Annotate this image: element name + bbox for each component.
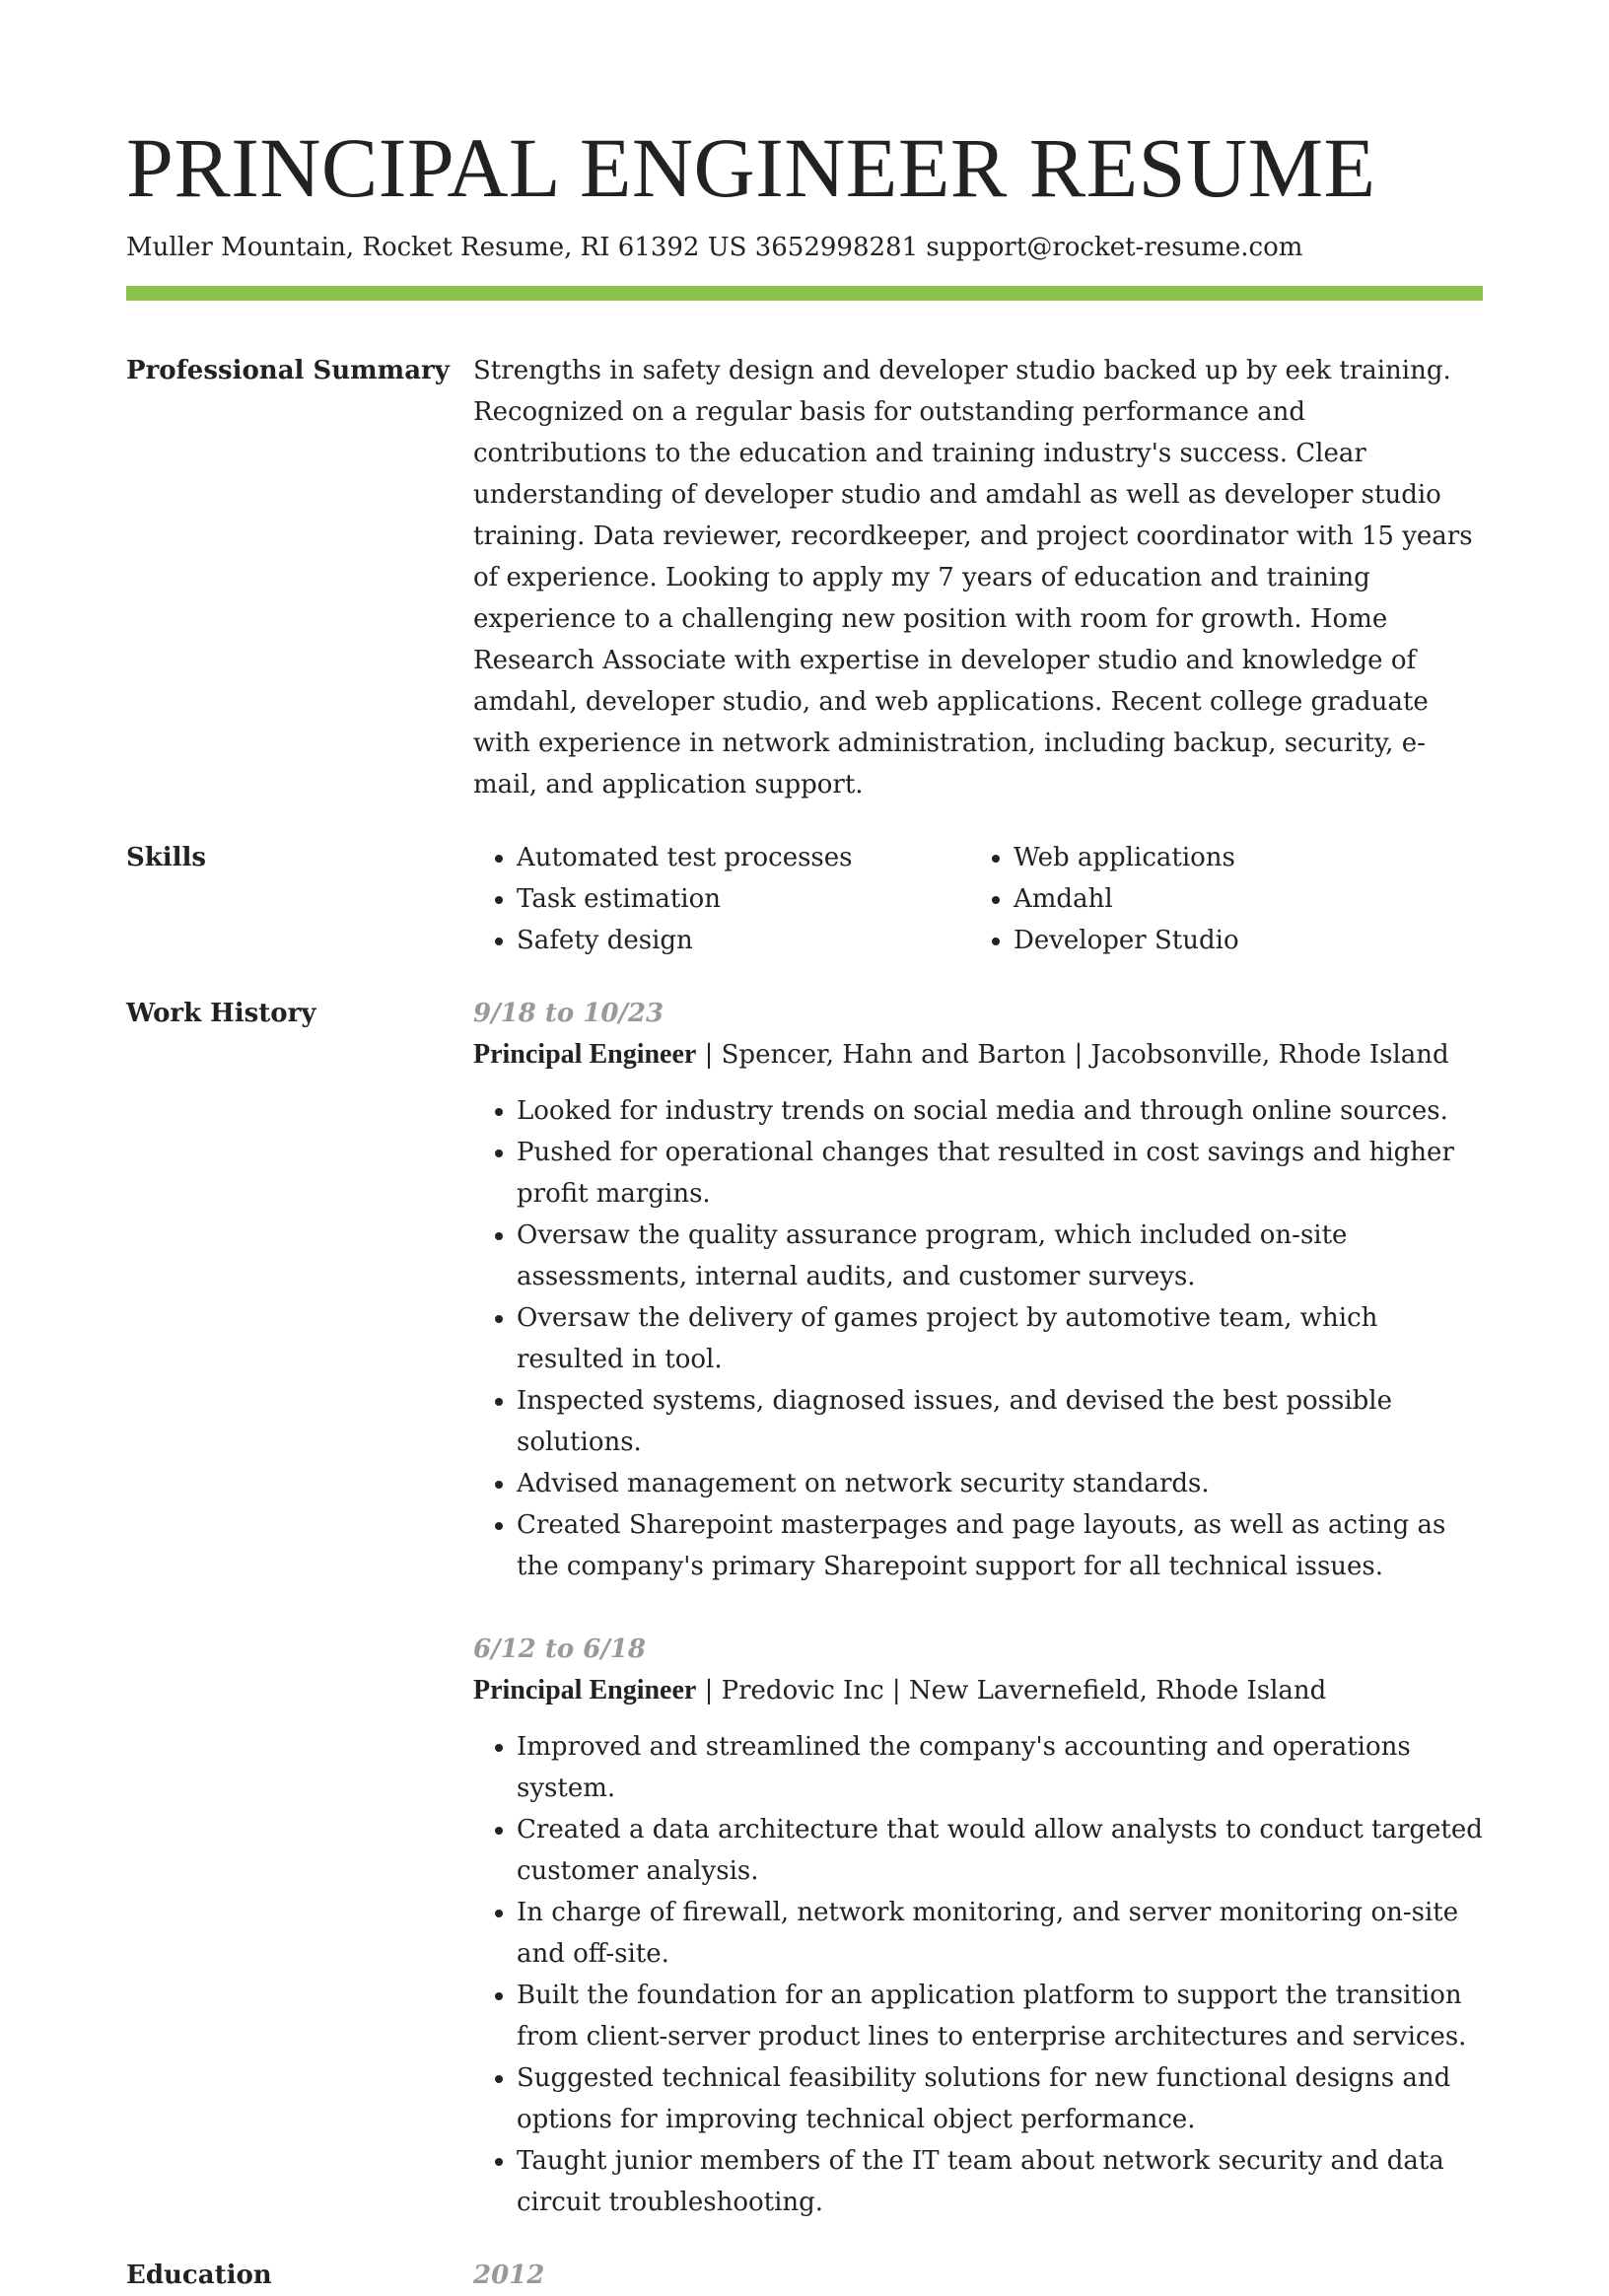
skill-item: • Task estimation [517,878,970,920]
resume-page [126,116,1483,2296]
skills-column-2 [970,837,1467,961]
education-content [473,2255,1483,2296]
skill-item: • Amdahl [1014,878,1467,920]
summary-text: Strengths in safety design and developer studio backed up by eek training. Recognized on a regular basis for outstanding performance and contributions to the education and training industry's success. Clear understanding of developer studio and amdahl as well as developer studio training. Data reviewer, recordkeeper, and project coordinator with 15 years of experience. Looking to apply my 7 years of education and training experience to a challenging new position with room for growth. Home Research Associate with expertise in developer studio and knowledge of amdahl, developer studio, and web applications. Recent college graduate with experience in network administration, including backup, security, e-mail, and application support. [473,356,1473,800]
job-entry [473,1629,1483,2223]
job-dates: 6/12 to 6/18 [473,1635,646,1664]
job-heading [473,1670,1483,1711]
section-label-summary: Professional Summary [126,356,450,385]
duty-item: • Created Sharepoint masterpages and page layouts, as well as acting as the company's primary Sharepoint support for all technical issues. [517,1504,1483,1587]
skill-item: • Safety design [517,920,970,961]
duty-item: • Advised management on network security standards. [517,1463,1483,1504]
section-label-work: Work History [126,999,316,1028]
skill-item: • Web applications [1014,837,1467,878]
duty-item: • In charge of firewall, network monitoring, and server monitoring on-site and off-site. [517,1892,1483,1975]
duty-item: • Pushed for operational changes that resulted in cost savings and higher profit margins. [517,1132,1483,1215]
page-title: PRINCIPAL ENGINEER RESUME [126,120,1376,215]
summary-section [126,350,1483,805]
job-details: | Predovic Inc | New Lavernefield, Rhode Island [696,1676,1327,1705]
duty-item: • Oversaw the delivery of games project by automotive team, which resulted in tool. [517,1297,1483,1380]
section-label-skills: Skills [126,843,207,872]
section-label-education: Education [126,2261,272,2290]
duty-item: • Created a data architecture that would allow analysts to conduct targeted customer analysis. [517,1809,1483,1892]
duty-item: • Built the foundation for an application platform to support the transition from client-server product lines to enterprise architectures and services. [517,1975,1483,2057]
skills-section [126,837,1483,961]
job-details: | Spencer, Hahn and Barton | Jacobsonville, Rhode Island [696,1040,1449,1070]
education-year: 2012 [473,2261,545,2290]
work-history-section [126,993,1483,2223]
education-section [126,2255,1483,2296]
job-dates: 9/18 to 10/23 [473,999,665,1028]
skill-item: • Automated test processes [517,837,970,878]
skills-column-1 [473,837,970,961]
duty-item: • Taught junior members of the IT team about network security and data circuit troubleshooting. [517,2140,1483,2223]
duty-item: • Improved and streamlined the company's accounting and operations system. [517,1726,1483,1809]
duty-item: • Inspected systems, diagnosed issues, and devised the best possible solutions. [517,1380,1483,1463]
job-duties [473,1090,1483,1587]
job-duties [473,1726,1483,2223]
job-entry [473,993,1483,1587]
job-title: Principal Engineer [473,1675,697,1705]
job-heading [473,1034,1483,1076]
duty-item: • Oversaw the quality assurance program, which included on-site assessments, internal audits, and customer surveys. [517,1215,1483,1297]
skills-list [473,837,1483,961]
duty-item: • Suggested technical feasibility solutions for new functional designs and options for improving technical object performance. [517,2057,1483,2140]
contact-line: Muller Mountain, Rocket Resume, RI 61392 US 3652998281 support@rocket-resume.com [126,233,1303,262]
job-title: Principal Engineer [473,1039,697,1070]
duty-item: • Looked for industry trends on social media and through online sources. [517,1090,1483,1132]
header-divider [126,286,1483,301]
work-history-content [473,993,1483,2223]
skill-item: • Developer Studio [1014,920,1467,961]
